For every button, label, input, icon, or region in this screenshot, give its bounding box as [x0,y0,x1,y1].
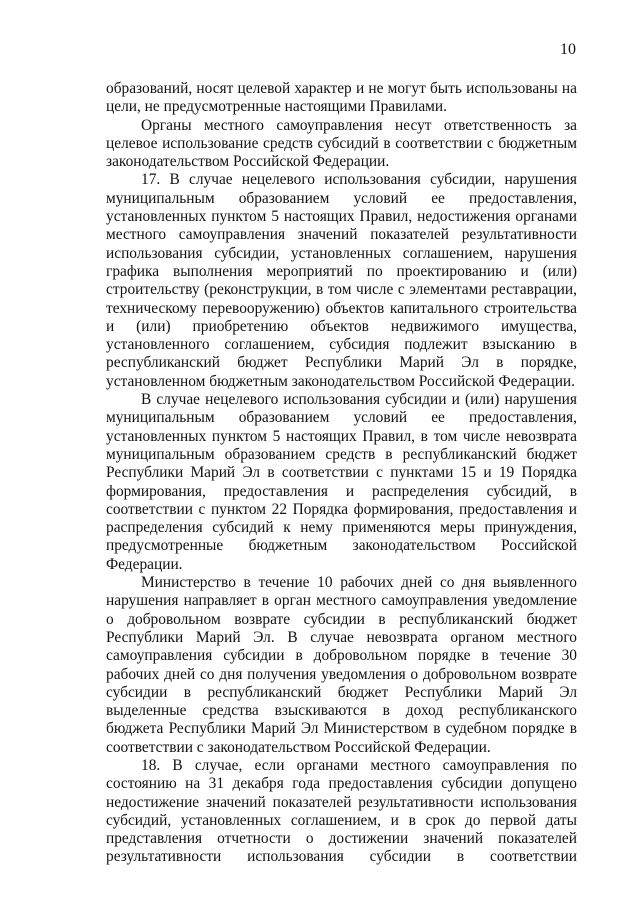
paragraph-ministry-notice: Министерство в течение 10 рабочих дней со дня выявленного нарушения направляет в орган местного самоуправления уведомление о добровольном возврате субсидии в республиканский бюджет Республики Марий Эл. В случае невозврата органом местного самоуправления субсидии в добровольном порядке в течение 30 рабочих дней со дня получения уведомления о добровольном возврате субсидии в республиканский бюджет Республики Марий Эл выделенные средства взыскиваются в доход республиканского бюджета Республики Марий Эл Министерством в судебном порядке в соответствии с законодательством Российской Федерации. [106,574,577,756]
paragraph-section-17: 17. В случае нецелевого использования субсидии, нарушения муниципальным образованием условий ее предоставления, установленных пунктом 5 настоящих Правил, недостижения органами местного самоуправления значений показателей результативности использования субсидии, установленных соглашением, нарушения графика выполнения мероприятий по проектированию и (или) строительству (реконструкции, в том числе с элементами реставрации, техническому перевооружению) объектов капитального строительства и (или) приобретению объектов недвижимого имущества, установленного соглашением, субсидия подлежит взысканию в республиканский бюджет Республики Марий Эл в порядке, установленном бюджетным законодательством Российской Федерации. [106,171,577,390]
page-number: 10 [560,41,576,58]
paragraph-enforcement-measures: В случае нецелевого использования субсидии и (или) нарушения муниципальным образованием условий ее предоставления, установленных пунктом 5 настоящих Правил, в том числе невозврата муниципальным образованием средств в республиканский бюджет Республики Марий Эл в соответствии с пунктами 15 и 19 Порядка формирования, предоставления и распределения субсидий, в соответствии с пунктом 22 Порядка формирования, предоставления и распределения субсидий к нему применяются меры принуждения, предусмотренные бюджетным законодательством Российской Федерации. [106,391,577,573]
paragraph-continuation: образований, носят целевой характер и не могут быть использованы на цели, не предусмотренные настоящими Правилами. [106,80,577,116]
paragraph-section-18: 18. В случае, если органами местного самоуправления по состоянию на 31 декабря года предоставления субсидии допущено недостижение значений показателей результативности использования субсидий, установленных соглашением, и в срок до первой даты представления отчетности о достижении значений показателей результативности использования субсидии в соответствии [106,756,577,866]
paragraph-responsibility: Органы местного самоуправления несут ответственность за целевое использование средств субсидий в соответствии с бюджетным законодательством Российской Федерации. [106,116,577,171]
document-body [106,80,577,867]
